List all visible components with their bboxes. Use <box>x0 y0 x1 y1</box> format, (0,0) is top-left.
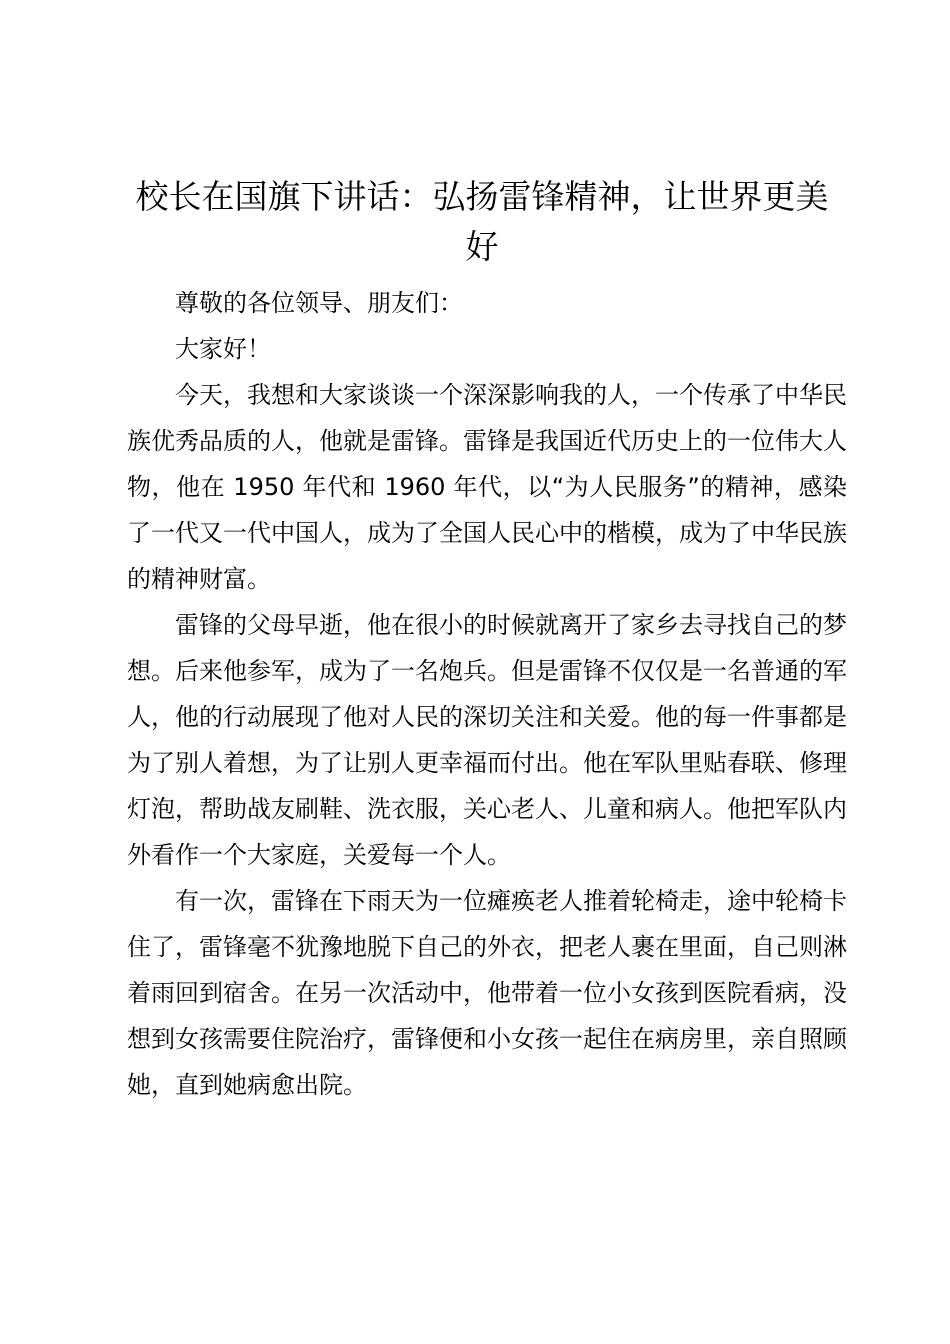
salutation: 尊敬的各位领导、朋友们： <box>175 289 463 317</box>
paragraph-background: 雷锋的父母早逝，他在很小的时候就离开了家乡去寻找自己的梦想。后来他参军，成为了一名炮兵。但是雷锋不仅仅是一名普通的军人，他的行动展现了他对人民的深切关注和关爱。他的每一件事都是为了别人着想，为了让别人更幸福而付出。他在军队里贴春联、修理灯泡，帮助战友刷鞋、洗衣服，关心老人、儿童和病人。他把军队内外看作一个大家庭，关爱每一个人。 <box>127 611 847 869</box>
paragraph-stories: 有一次，雷锋在下雨天为一位瘫痪老人推着轮椅走，途中轮椅卡住了，雷锋毫不犹豫地脱下自己的外衣，把老人裹在里面，自己则淋着雨回到宿舍。在另一次活动中，他带着一位小女孩到医院看病，没想到女孩需要住院治疗，雷锋便和小女孩一起住在病房里，亲自照顾她，直到她病愈出院。 <box>127 887 847 1099</box>
document-title: 校长在国旗下讲话：弘扬雷锋精神，让世界更美好 <box>135 177 829 266</box>
greeting: 大家好！ <box>175 335 271 363</box>
paragraph-intro: 今天，我想和大家谈谈一个深深影响我的人，一个传承了中华民族优秀品质的人，他就是雷锋。雷锋是我国近代历史上的一位伟大人物，他在 1950 年代和 1960 年代，以“为人民服务”的精神，感染了一代又一代中国人，成为了全国人民心中的楷模，成为了中华民族的精神财富。 <box>127 381 847 593</box>
document-body <box>127 280 847 1108</box>
